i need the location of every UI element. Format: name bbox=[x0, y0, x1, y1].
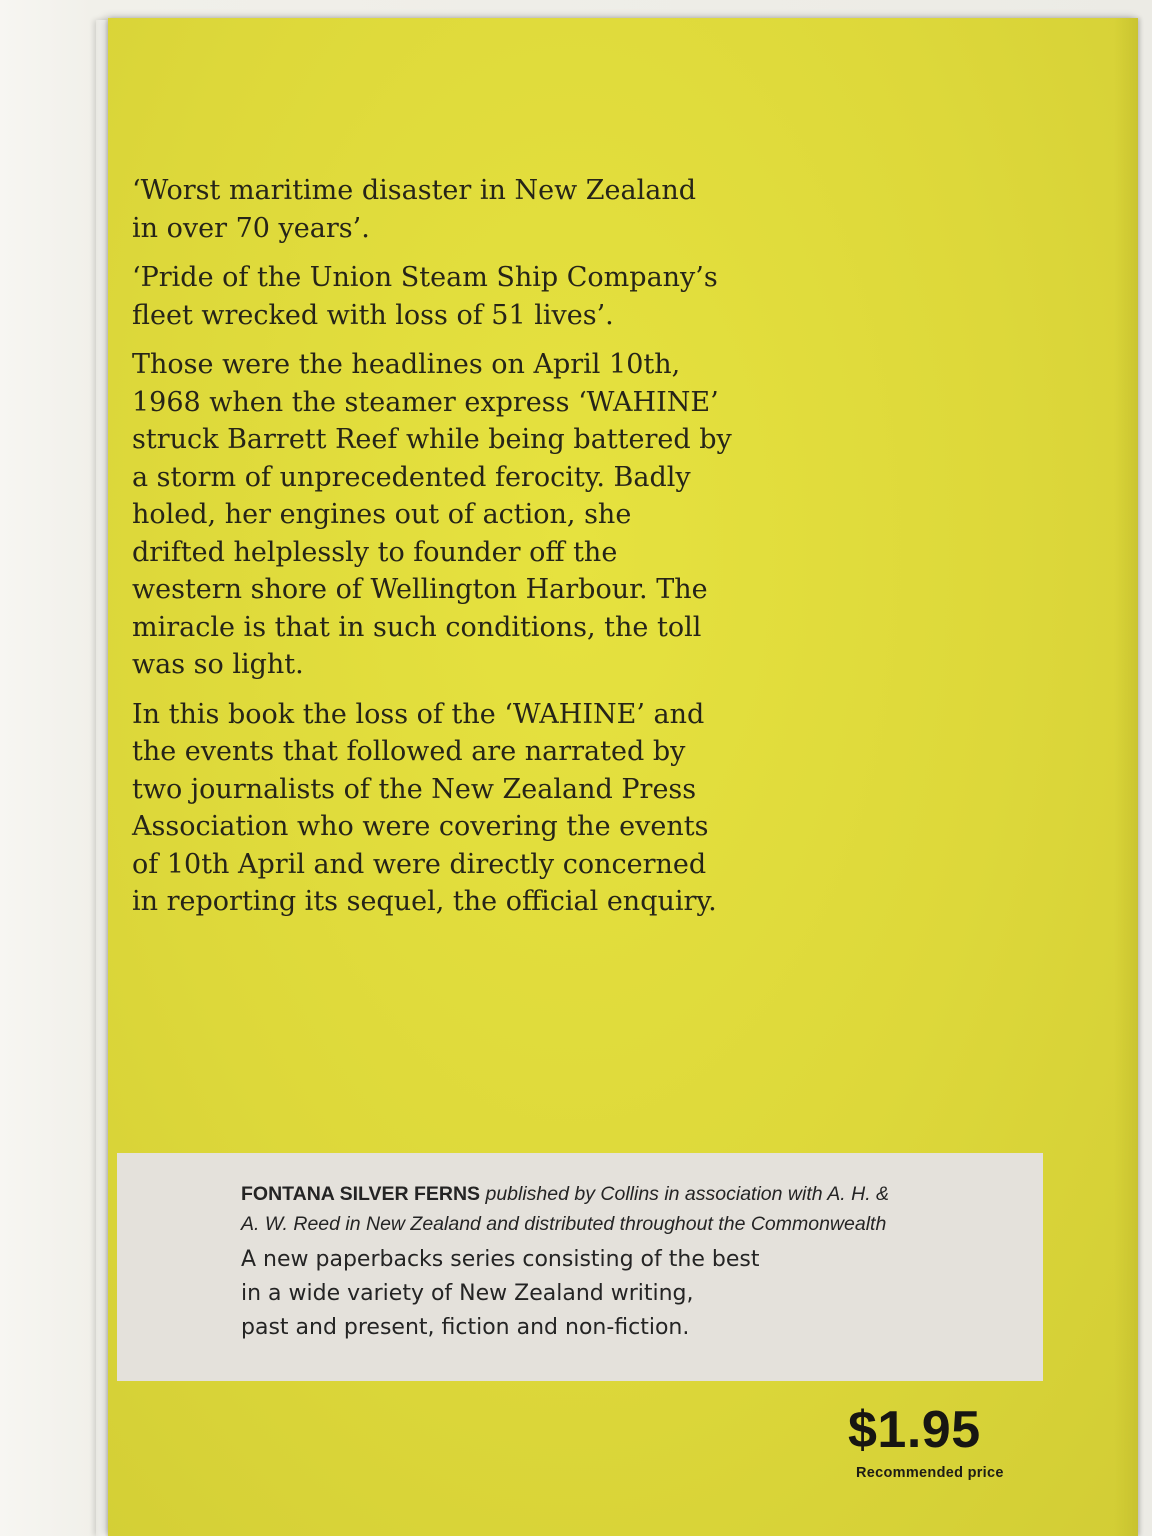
blurb-line: drifted helplessly to founder off the bbox=[132, 536, 618, 568]
series-description-line: in a wide variety of New Zealand writing, bbox=[241, 1281, 694, 1306]
publisher-text: published by Collins in association with A. H. & bbox=[480, 1183, 890, 1205]
blurb-line: ‘Pride of the Union Steam Ship Company’s bbox=[132, 262, 718, 293]
price-note: Recommended price bbox=[856, 1465, 1004, 1481]
price-amount: $1.95 bbox=[848, 1401, 981, 1459]
series-info-panel bbox=[117, 1153, 1043, 1381]
blurb-line: Association who were covering the events bbox=[132, 811, 709, 842]
blurb-paragraph-about-book bbox=[132, 696, 892, 921]
blurb-paragraph-story bbox=[132, 346, 892, 684]
cover-spine-shadow bbox=[1114, 18, 1138, 1536]
blurb-line: was so light. bbox=[132, 649, 304, 680]
blurb-paragraph-headline-2 bbox=[132, 259, 892, 334]
series-name: FONTANA SILVER FERNS bbox=[241, 1183, 481, 1205]
blurb-line: a storm of unprecedented ferocity. Badly bbox=[132, 461, 691, 493]
blurb-line: In this book the loss of the ‘WAHINE’ and bbox=[132, 698, 705, 730]
series-publisher-line-2: A. W. Reed in New Zealand and distributed throughout the Commonwealth bbox=[241, 1213, 887, 1235]
series-publisher-line-1 bbox=[241, 1179, 1043, 1209]
series-description-line: past and present, fiction and non-fiction. bbox=[241, 1315, 690, 1340]
blurb-paragraph-headline-1 bbox=[132, 172, 892, 247]
blurb-line: struck Barrett Reef while being battered by bbox=[132, 424, 732, 455]
blurb-line: of 10th April and were directly concerned bbox=[132, 848, 707, 880]
blurb-line: Those were the headlines on April 10th, bbox=[132, 349, 681, 380]
blurb-line: ‘Worst maritime disaster in New Zealand bbox=[132, 175, 697, 206]
blurb-line: miracle is that in such conditions, the toll bbox=[132, 611, 702, 643]
series-description bbox=[241, 1243, 1043, 1345]
blurb-line: western shore of Wellington Harbour. The bbox=[132, 574, 708, 605]
blurb-line: in reporting its sequel, the official enquiry. bbox=[132, 886, 717, 917]
blurb-line: two journalists of the New Zealand Press bbox=[132, 773, 697, 805]
blurb-line: holed, her engines out of action, she bbox=[132, 499, 632, 530]
blurb-line: 1968 when the steamer express ‘WAHINE’ bbox=[132, 386, 719, 418]
cover-blurb bbox=[132, 172, 892, 933]
series-description-line: A new paperbacks series consisting of the best bbox=[241, 1247, 760, 1272]
blurb-line: fleet wrecked with loss of 51 lives’. bbox=[132, 299, 614, 331]
blurb-line: the events that followed are narrated by bbox=[132, 736, 686, 767]
blurb-line: in over 70 years’. bbox=[132, 212, 370, 244]
